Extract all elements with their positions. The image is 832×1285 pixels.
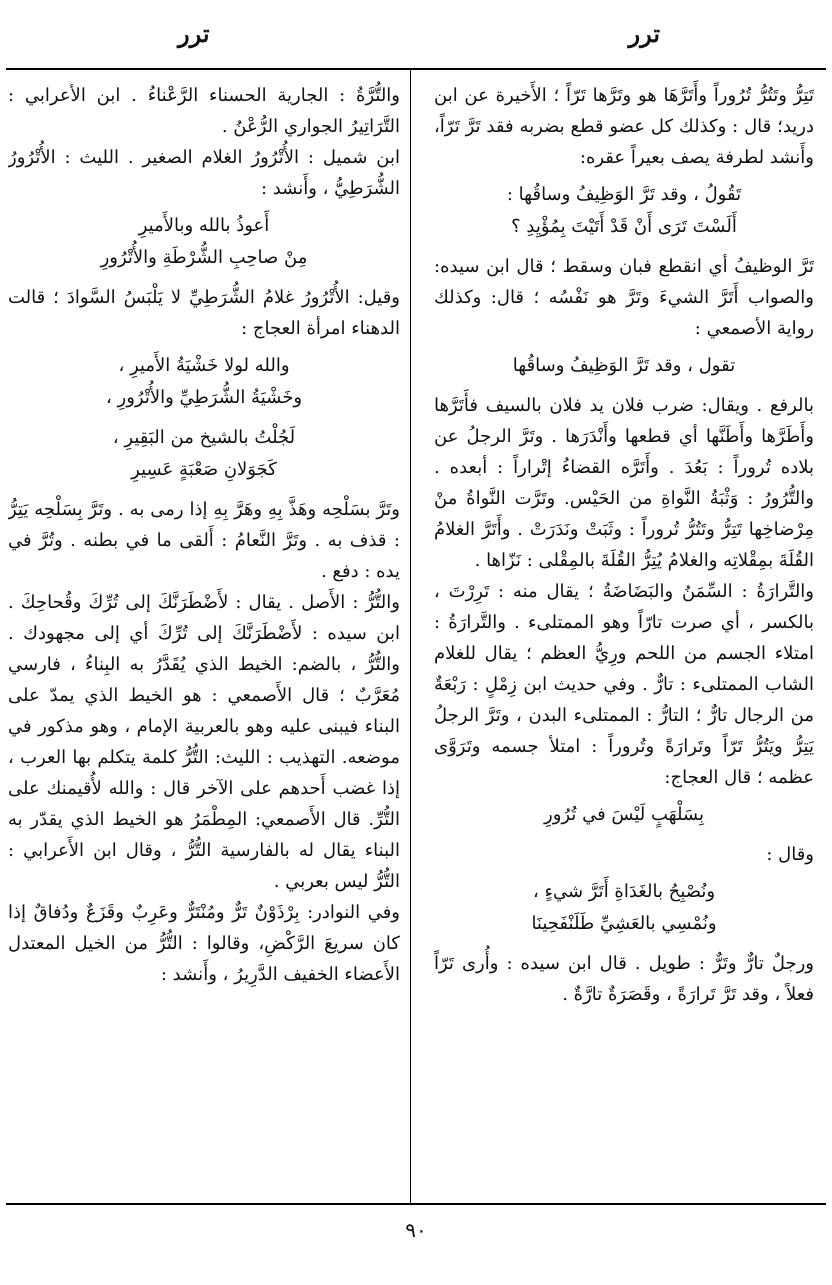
running-header-left: ترر [178, 19, 210, 48]
paragraph: ورجلٌ تارٌّ وتَرٌّ : طويل . قال ابن سيده : وأُرى تَرّاً فعلاً ، وقد تَرَّ تَرارَةً ، وقَصَرَةٌ تارَّةٌ . [434, 953, 814, 1005]
left-column [8, 80, 400, 1198]
paragraph: تَرَّ الوظيفُ أي انقطع فبان وسقط ؛ قال ابن سيده: والصواب أَتَرَّ الشيءَ وتَرَّ هو نَفْسُه ؛ قال: وكذلك رواية الأصمعي : [434, 256, 814, 339]
verse-line: مِنْ صاحِبِ الشُّرْطَةِ والأُتْرُورِ [100, 247, 308, 268]
paragraph: تَتِرُّ وتَتُرُّ تُرُوراً وأَتَرَّهَا هو وتَرَّها تَرّاً ؛ الأَخيرة عن ابن دريد؛ قال : وكذلك كل عضو قطع بضربه فقد تَرَّ تَرّاً، وأَنشد لطرفة يصف بعيراً عقره: [434, 85, 814, 168]
verse-block [434, 876, 814, 940]
paragraph: والتُّرَّةُ : الجارية الحسناء الرَّعْناءُ . ابن الأعرابي : التَّرَاتِيرُ الجواري الرُّعْنُ . [8, 85, 400, 137]
running-header-right: ترر [628, 19, 660, 48]
paragraph: وتَرَّ بسَلْحِه وهَذَّ بِهِ وهَرَّ بِهِ إذا رمى به . وتَرَّ بِسَلْحِه يَتِرُّ : قذف به . وتَرَّ النَّعامُ : أَلقى ما في بطنه . وتُرَّ في يده : دفع . [8, 499, 400, 582]
verse-line: ونُصْبِحُ بالغَدَاةِ أَتَرَّ شيءٍ ، [532, 881, 716, 902]
verse-line: والله لولا خَشْيَةُ الأَميرِ ، [118, 355, 290, 376]
column-separator [410, 70, 411, 1203]
verse-line: لَجُلْتُ بالشيخ من البَقِيرِ ، [112, 427, 296, 448]
paragraph: وفي النوادر: بِرْذَوْنٌ تَرٌّ ومُنْتَرٌّ وعَرِبٌ وقَزَعٌ ودُفاقٌ إذا كان سريعَ الرَّكْضِ، وقالوا : التُّرُّ من الخيل المعتدل الأَعضاء الخفيف الدَّرِيرُ ، وأَنشد : [8, 902, 400, 985]
verse-block [8, 210, 400, 274]
verse-block [434, 179, 814, 243]
paragraph: والتَّرارَةُ : السِّمَنُ والبَضَاضَةُ ؛ يقال منه : تَرِرْتَ ، بالكسر ، أي صرت تارّاً وهو الممتلىء . والتَّرارَةُ : امتلاء الجسم من اللحم ورِيُّ العظم ؛ يقال للغلام الشاب الممتلىء : تارٌّ . وفي حديث ابن زِمْلٍ : رَبْعَةٌ من الرجال تارٌّ ؛ التارُّ : الممتلىء البدن ، وتَرَّ الرجلُ يَتِرُّ ويَتُرُّ تَرّاً وتَرارَةً وتُروراً : امتلأ جسمه وتَرَوَّى عظمه ؛ قال العجاج: [434, 581, 814, 788]
right-column [434, 80, 814, 1198]
verse-line: تَقُولُ ، وقد تَرَّ الوَظِيفُ وساقُها : [506, 184, 742, 205]
paragraph: ابن شميل : الأُتْرُورُ الغلام الصغير . الليث : الأُتْرُورُ الشُّرَطِيُّ ، وأَنشد : [8, 147, 400, 199]
verse-block [8, 350, 400, 414]
verse-block [8, 422, 400, 486]
verse-line: ونُمْسِي بالعَشِيِّ طَلَنْفَحِينَا [531, 913, 717, 934]
verse-line: وخَشْيَةُ الشُّرَطِيِّ والأُتْرُورِ ، [105, 387, 303, 408]
verse-line: تقول ، وقد تَرَّ الوَظِيفُ وساقُها [512, 355, 736, 376]
verse-line: أَلَسْتَ تَرَى أَنْ قَدْ أَتَيْتَ بِمُؤْيِدِ ؟ [511, 216, 737, 237]
verse-line: أَعوذُ بالله وبالأَميرِ [138, 215, 270, 236]
paragraph: وقال : [766, 844, 814, 865]
verse-line: بِسَلْهَبٍ لَيْسَ في تُرُورِ [544, 804, 704, 825]
paragraph: والتُّرُّ : الأَصل . يقال : لأَضْطَرَنَّكَ إلى تُرِّكَ وقُحاحِكَ . ابن سيده : لأَضْطَرَنَّكَ إلى تُرِّكَ أي إلى مجهودك . والتُّرُّ ، بالضم: الخيط الذي يُقَدَّرُ به البِناءُ ، فارسي مُعَرَّبٌ ؛ قال الأَصمعي : هو الخيط الذي يمدّ على البناء فيبنى عليه وهو بالعربية الإمام ، وهو مذكور في موضعه. التهذيب : الليث: التُّرُّ كلمة يتكلم بها العرب ، إذا غضب أَحدهم على الآخر قال : والله لأُقيمنك على التُّرِّ. قال الأَصمعي: المِطْمَرُ هو الخيط الذي يقدّر به البناء يقال له بالفارسية التُّرُّ ، وقال ابن الأَعرابي : التُّرُّ ليس بعربي . [8, 592, 400, 892]
verse-block [434, 799, 814, 831]
paragraph: وقيل: الأُتْرُورُ غلامُ الشُّرَطِيِّ لا يَلْبَسُ السَّوادَ ؛ قالت الدهناء امرأة العجاج : [8, 287, 400, 339]
verse-block [434, 350, 814, 382]
top-rule [6, 68, 826, 70]
page-number: ٩٠ [405, 1218, 427, 1242]
bottom-rule [6, 1203, 826, 1205]
verse-line: كَجَوَلانِ صَعْبَةٍ عَسِيرِ [131, 459, 277, 480]
paragraph: بالرفع . ويقال: ضرب فلان يد فلان بالسيف فأَتَرَّها وأَطَرَّها وأَطَنَّها أي قطعها وأَنْدَرَها . وتَرَّ الرجلُ عن بلاده تُروراً : بَعُدَ . وأَتَرَّه القضاءُ إتْراراً : أبعده . والتُّرُورُ : وَثْبَةُ النَّواةِ من الحَيْس. وتَرَّت النَّواةُ منْ مِرْضاخِها تَتِرُّ وتَتُرُّ تُروراً : وثَبَتْ ونَدَرَتْ . وأَتَرَّ الغلامُ القُلَةَ بمِقْلاتِه والغلامُ يُتِرُّ القُلَةَ بالمِقْلى : نَزّاها . [434, 395, 814, 571]
